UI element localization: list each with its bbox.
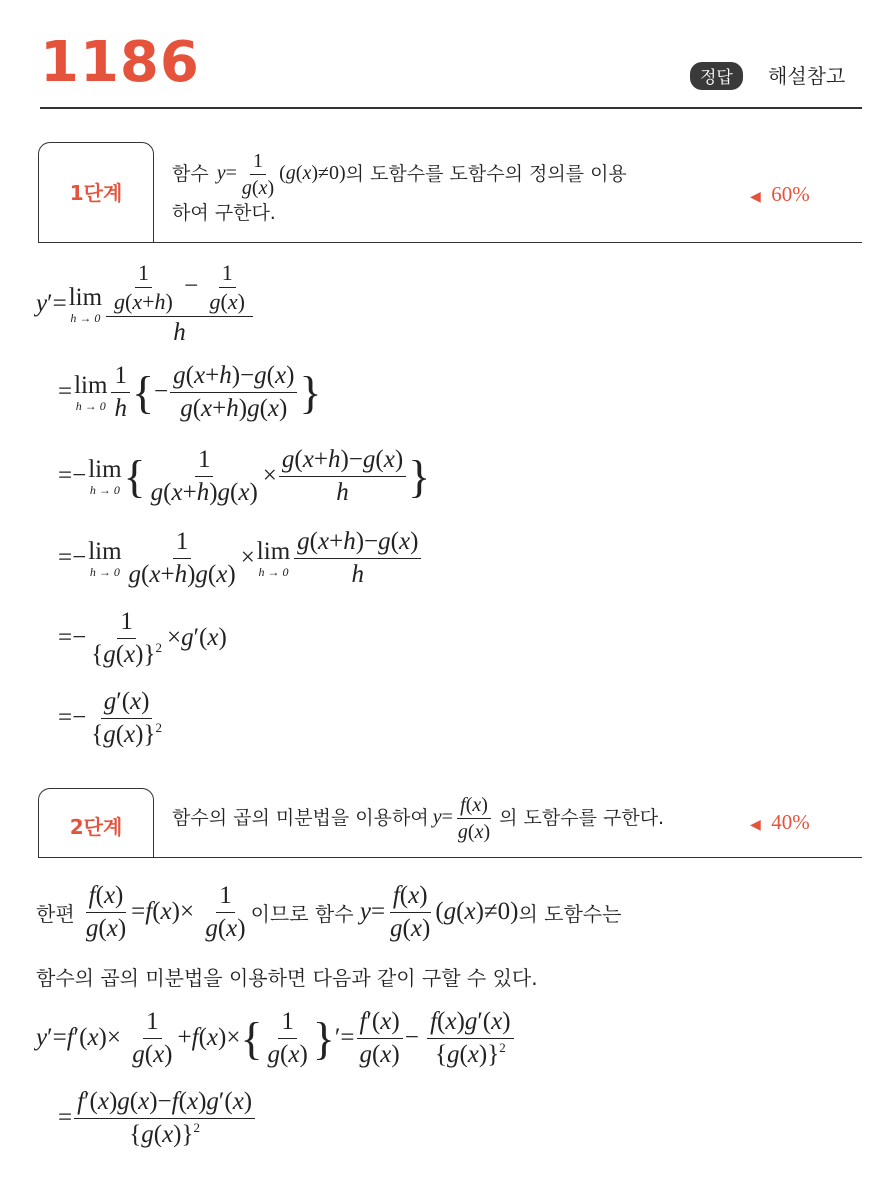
step1-bottom-rule bbox=[38, 242, 862, 243]
step1-desc-suffix: 의 도함수를 도함수의 정의를 이용 bbox=[345, 163, 627, 186]
step2-box bbox=[38, 788, 862, 858]
step1-box bbox=[38, 142, 862, 243]
step2-desc-suffix: 의 도함수를 구한다. bbox=[499, 807, 665, 830]
header-divider bbox=[40, 107, 862, 109]
step1-percent: ◀ 60% bbox=[750, 182, 810, 206]
step1-description: 함수 y= $\frac{1}{g(x)}$ (g(x)≠0) 의 도함수를 도함수의 정의를 이용 하여 구한다. bbox=[172, 150, 732, 226]
derivation-1: y ′= lim h → 0 $\frac{1}{g(x+h)}$ − $\frac{1}{g(x)}$ h = lim h → 0 $\frac{1}{h}$ { − $\frac{g(x+h)-g(x)}{g(x+h)g(x)}$ } =− lim h → 0 { $\frac{1}{g(x+h)g(x)}$ × $\frac{g(x+h)-g(x)}{h}$ } =− lim h → 0 $\frac{1}{g(x+h)g(x)}$ × lim h → 0 $\frac{g(x+h)-g(x)}{h}$ =− $\frac{1}{\{g(x)\}^2}$ × g ′( x ) =− $\frac{g'(x)}{\{g(x)\}^2}$ bbox=[36, 260, 431, 748]
answer-reference: 해설참고 bbox=[768, 64, 846, 88]
step2-bottom-rule bbox=[38, 857, 862, 858]
body-line1-mid: 이므로 함수 bbox=[250, 901, 354, 926]
step1-desc-prefix: 함수 bbox=[172, 163, 209, 186]
step2-label: 2단계 bbox=[38, 788, 154, 858]
body-line1-prefix: 한편 bbox=[36, 901, 75, 926]
step1-desc-line2: 하여 구한다. bbox=[172, 202, 276, 224]
body-line1-suffix: 의 도함수는 bbox=[518, 901, 622, 926]
step2-percent: ◀ 40% bbox=[750, 810, 810, 834]
step2-description: 함수의 곱의 미분법을 이용하여 y= $\frac{f(x)}{g(x)}$ 의 도함수를 구한다. bbox=[172, 794, 665, 843]
problem-number: 1186 bbox=[40, 30, 200, 95]
answer-badge: 정답 bbox=[690, 62, 743, 90]
body-line-1: 한편 $\frac{f(x)}{g(x)}$ = f ( x )× $\frac{1}{g(x)}$ 이므로 함수 y = $\frac{f(x)}{g(x)}$ ( g ( x )≠0) 의 도함수는 bbox=[36, 882, 622, 942]
body-line-2: 함수의 곱의 미분법을 이용하면 다음과 같이 구할 수 있다. bbox=[36, 966, 538, 990]
derivation-2: y ′= f ′( x )× $\frac{1}{g(x)}$ + f ( x )× { $\frac{1}{g(x)}$ } ′= $\frac{f'(x)}{g(x)}$ − $\frac{f(x)g'(x)}{\{g(x)\}^2}$ = $\frac{f'(x)g(x)-f(x)g'(x)}{\{g(x)\}^2}$ bbox=[36, 998, 856, 1158]
step1-label: 1단계 bbox=[38, 142, 154, 243]
step2-desc-prefix: 함수의 곱의 미분법을 이용하여 bbox=[172, 807, 429, 830]
